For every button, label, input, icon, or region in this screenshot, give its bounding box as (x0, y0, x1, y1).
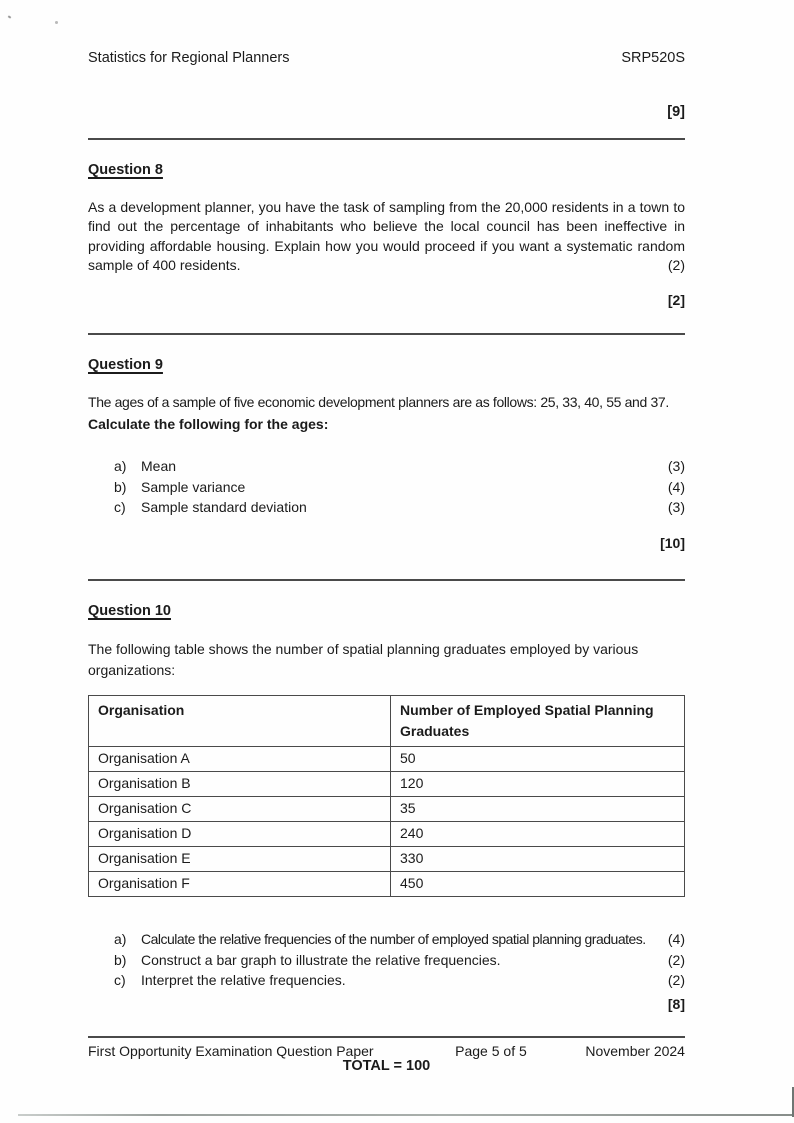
list-item (88, 477, 685, 498)
footer-paper-title: First Opportunity Examination Question Paper (88, 1043, 374, 1059)
column-header-graduates: Number of Employed Spatial Planning Graduates (391, 696, 685, 747)
list-item (88, 497, 685, 518)
course-title: Statistics for Regional Planners (88, 50, 290, 66)
scan-speck (55, 21, 58, 24)
question-9-section (88, 335, 685, 554)
item-letter: b) (114, 951, 127, 968)
item-letter: c) (114, 972, 126, 989)
list-item (88, 929, 685, 950)
item-letter: c) (114, 499, 126, 516)
item-letter: b) (114, 478, 127, 495)
table-row (89, 847, 685, 872)
course-code: SRP520S (621, 50, 685, 66)
table-row (89, 772, 685, 797)
count-cell: 240 (391, 822, 685, 847)
footer-date: November 2024 (585, 1043, 685, 1059)
item-marks: (4) (667, 931, 685, 948)
item-marks: (3) (667, 499, 685, 516)
question-10-title: Question 10 (88, 603, 171, 620)
organisation-cell: Organisation D (89, 822, 391, 847)
question-10-intro: The following table shows the number of spatial planning graduates employed by various organizations: (88, 641, 639, 679)
question-9-list (88, 456, 685, 518)
scan-speck (8, 15, 12, 18)
item-text: Calculate the relative frequencies of the number of employed spatial planning graduates. (141, 931, 646, 948)
count-cell: 450 (391, 872, 685, 897)
table-row (89, 797, 685, 822)
item-marks: (4) (667, 478, 685, 495)
question-8-title: Question 8 (88, 162, 163, 178)
list-item (88, 970, 685, 991)
question-10-list (88, 929, 685, 991)
item-text: Sample standard deviation (141, 499, 307, 516)
item-marks: (2) (667, 972, 685, 989)
question-8-section (88, 140, 685, 311)
question-9-intro: The ages of a sample of five economic development planners are as follows: 25, 33, 40, 55 and 37. (88, 393, 669, 410)
count-cell: 330 (391, 847, 685, 872)
question-8-text: As a development planner, you have the task of sampling from the 20,000 residents in a town to find out the percentage of inhabitants who believe the local council has been ineffective in providing affordable housing. Explain how you would proceed if you want a systematic random sample of 400 residents. (88, 199, 685, 273)
exam-total: TOTAL = 100 (342, 1058, 431, 1075)
organisation-cell: Organisation A (89, 747, 391, 772)
count-cell: 120 (391, 772, 685, 797)
item-text: Mean (141, 458, 177, 475)
page-footer (88, 1042, 685, 1061)
question-9-total-marks: [10] (660, 534, 685, 551)
table-row (89, 822, 685, 847)
question-10-section (88, 581, 685, 1014)
item-letter: a) (114, 931, 127, 948)
item-text: Construct a bar graph to illustrate the relative frequencies. (141, 951, 501, 968)
item-letter: a) (114, 458, 127, 475)
item-marks: (3) (667, 458, 685, 475)
table-row (89, 872, 685, 897)
graduates-table (88, 695, 685, 897)
table-header-row (89, 696, 685, 747)
organisation-cell: Organisation F (89, 872, 391, 897)
count-cell: 35 (391, 797, 685, 822)
organisation-cell: Organisation E (89, 847, 391, 872)
footer-page-number: Page 5 of 5 (455, 1043, 527, 1059)
item-marks: (2) (667, 951, 685, 968)
item-text: Interpret the relative frequencies. (141, 972, 346, 989)
item-text: Sample variance (141, 478, 246, 495)
table-row (89, 747, 685, 772)
question-8-total-marks: [2] (667, 292, 685, 309)
count-cell: 50 (391, 747, 685, 772)
organisation-cell: Organisation B (89, 772, 391, 797)
scan-bottom-edge (18, 1114, 794, 1116)
column-header-organisation: Organisation (89, 696, 391, 747)
question-9-instruction: Calculate the following for the ages: (88, 415, 329, 432)
section-divider (88, 1036, 685, 1038)
page-header (88, 48, 685, 68)
question-8-inline-marks: (2) (667, 256, 685, 273)
question-9-title: Question 9 (88, 356, 163, 373)
organisation-cell: Organisation C (89, 797, 391, 822)
previous-section-total-marks: [9] (667, 104, 685, 120)
question-8-body (88, 198, 685, 275)
question-10-total-marks: [8] (667, 995, 685, 1012)
list-item (88, 456, 685, 477)
list-item (88, 950, 685, 971)
